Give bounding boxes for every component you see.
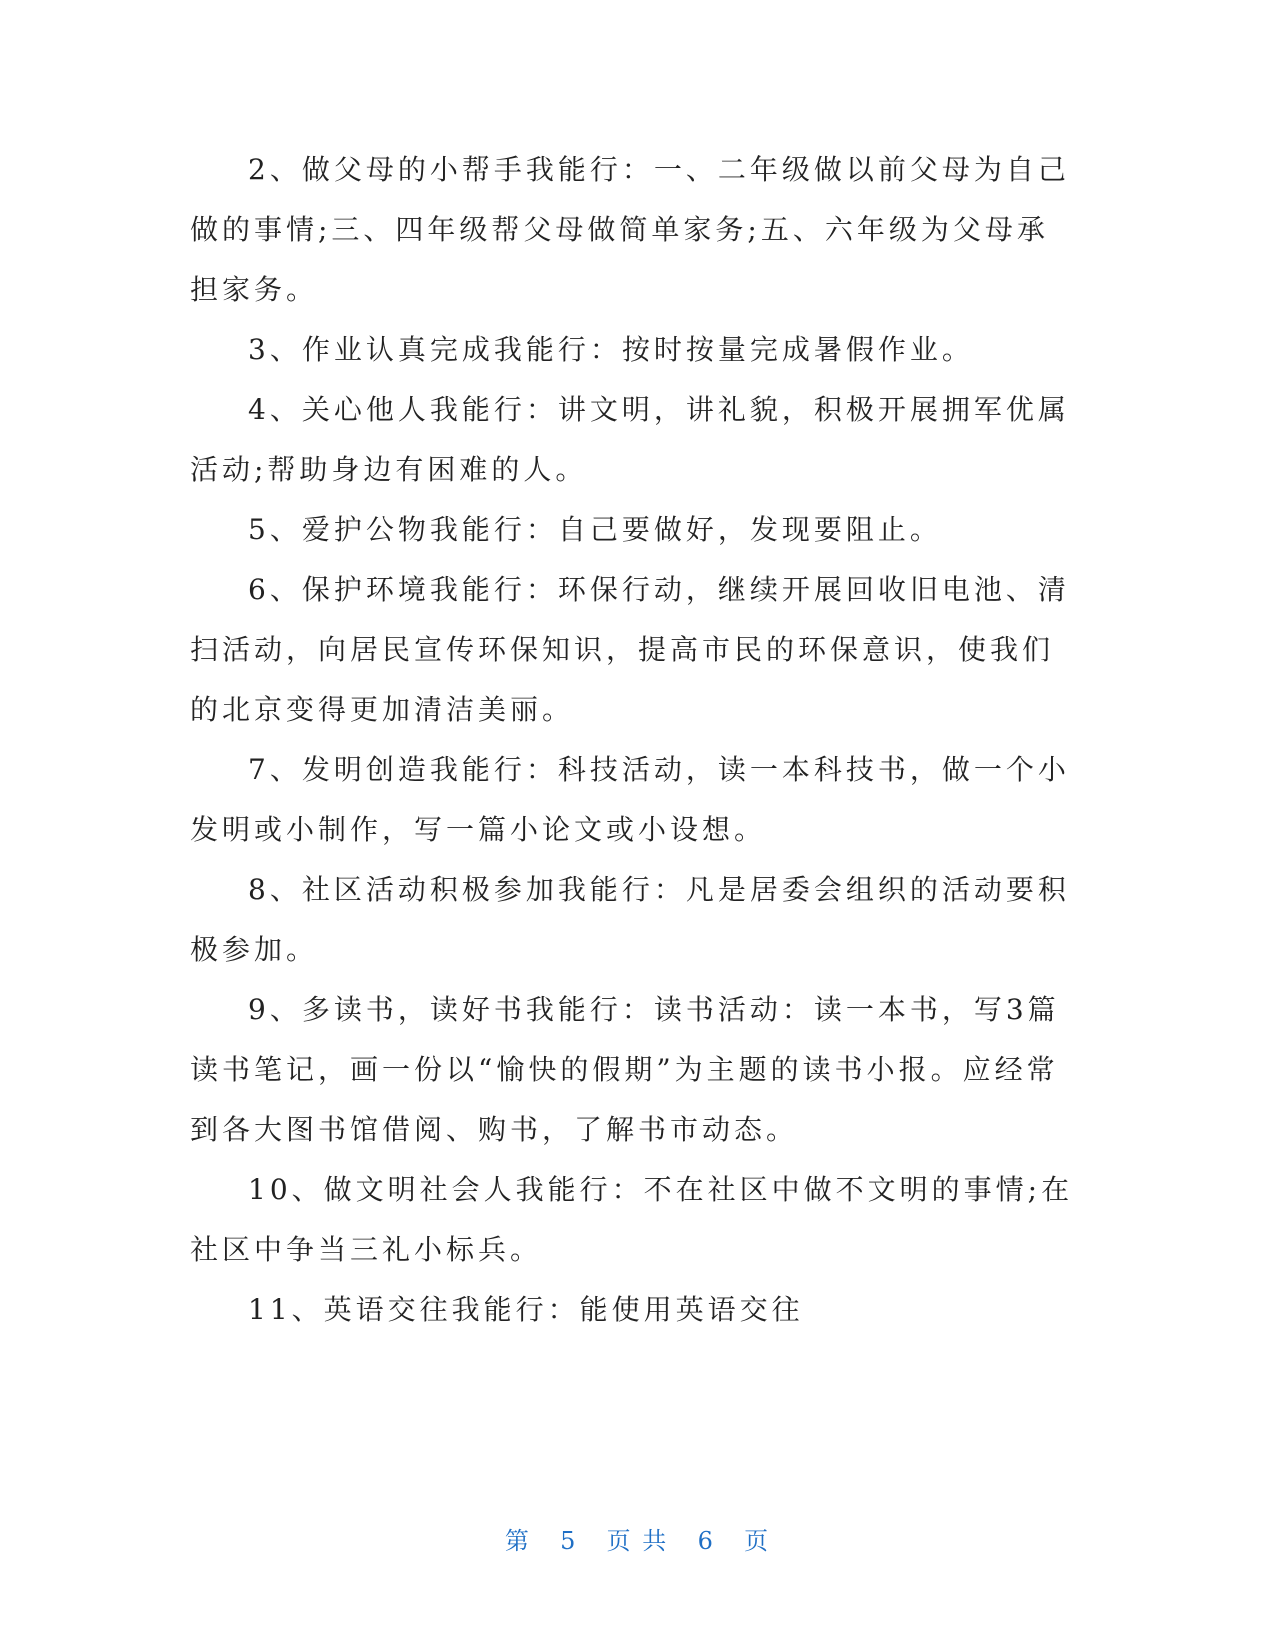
footer-middle: 页 共 [606, 1527, 669, 1555]
current-page-number: 5 [560, 1527, 578, 1555]
paragraph: 2、做父母的小帮手我能行：一、二年级做以前父母为自己做的事情;三、四年级帮父母做简单家务;五、六年级为父母承担家务。 [190, 153, 1070, 306]
paragraph: 10、做文明社会人我能行：不在社区中做不文明的事情;在社区中争当三礼小标兵。 [190, 1173, 1074, 1266]
footer-suffix: 页 [744, 1527, 771, 1555]
paragraph: 9、多读书，读好书我能行：读书活动：读一本书，写3篇读书笔记，画一份以“愉快的假期”为主题的读书小报。应经常到各大图书馆借阅、购书，了解书市动态。 [190, 993, 1060, 1146]
paragraph: 6、保护环境我能行：环保行动，继续开展回收旧电池、清扫活动，向居民宣传环保知识，提高市民的环保意识，使我们的北京变得更加清洁美丽。 [190, 573, 1070, 726]
paragraph: 4、关心他人我能行：讲文明，讲礼貌，积极开展拥军优属活动;帮助身边有困难的人。 [190, 393, 1070, 486]
total-pages-number: 6 [697, 1527, 715, 1555]
document-body [190, 140, 1080, 1340]
page-footer [0, 1523, 1275, 1559]
paragraph: 8、社区活动积极参加我能行：凡是居委会组织的活动要积极参加。 [190, 873, 1070, 966]
paragraph: 11、英语交往我能行：能使用英语交往 [248, 1293, 804, 1326]
paragraph: 3、作业认真完成我能行：按时按量完成暑假作业。 [248, 333, 974, 366]
footer-prefix: 第 [504, 1527, 531, 1555]
paragraph: 5、爱护公物我能行：自己要做好，发现要阻止。 [248, 513, 942, 546]
paragraph: 7、发明创造我能行：科技活动，读一本科技书，做一个小发明或小制作，写一篇小论文或小设想。 [190, 753, 1070, 846]
